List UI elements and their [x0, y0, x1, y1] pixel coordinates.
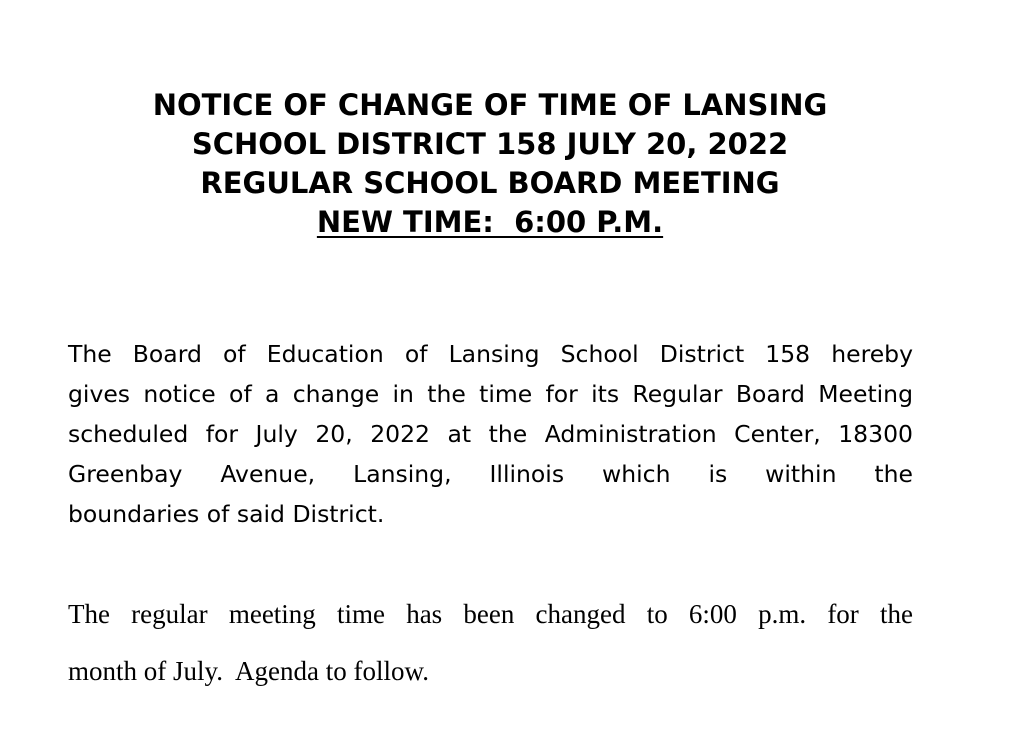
new-time-text: NEW TIME: 6:00 P.M. — [316, 205, 664, 239]
notice-title — [60, 86, 920, 242]
title-line-1: NOTICE OF CHANGE OF TIME OF LANSING — [152, 88, 828, 122]
new-time-line — [60, 203, 920, 242]
notice-paragraph-1 — [68, 334, 913, 534]
notice-paragraph-2 — [68, 586, 913, 700]
title-line-2: SCHOOL DISTRICT 158 JULY 20, 2022 — [191, 127, 789, 161]
paragraph-2-line-1: The regular meeting time has been changed to 6:00 p.m. for the — [68, 599, 913, 629]
paragraph-1-line-2: gives notice of a change in the time for its Regular Board Meeting — [68, 380, 913, 408]
paragraph-1-line-4: Greenbay Avenue, Lansing, Illinois which is within the — [68, 460, 913, 488]
paragraph-1-line-1: The Board of Education of Lansing School District 158 hereby — [68, 340, 913, 368]
title-line-3: REGULAR SCHOOL BOARD MEETING — [200, 166, 780, 200]
paragraph-2-line-2: month of July. Agenda to follow. — [68, 656, 429, 686]
paragraph-1-line-5: boundaries of said District. — [68, 500, 385, 528]
paragraph-1-line-3: scheduled for July 20, 2022 at the Administration Center, 18300 — [68, 420, 913, 448]
